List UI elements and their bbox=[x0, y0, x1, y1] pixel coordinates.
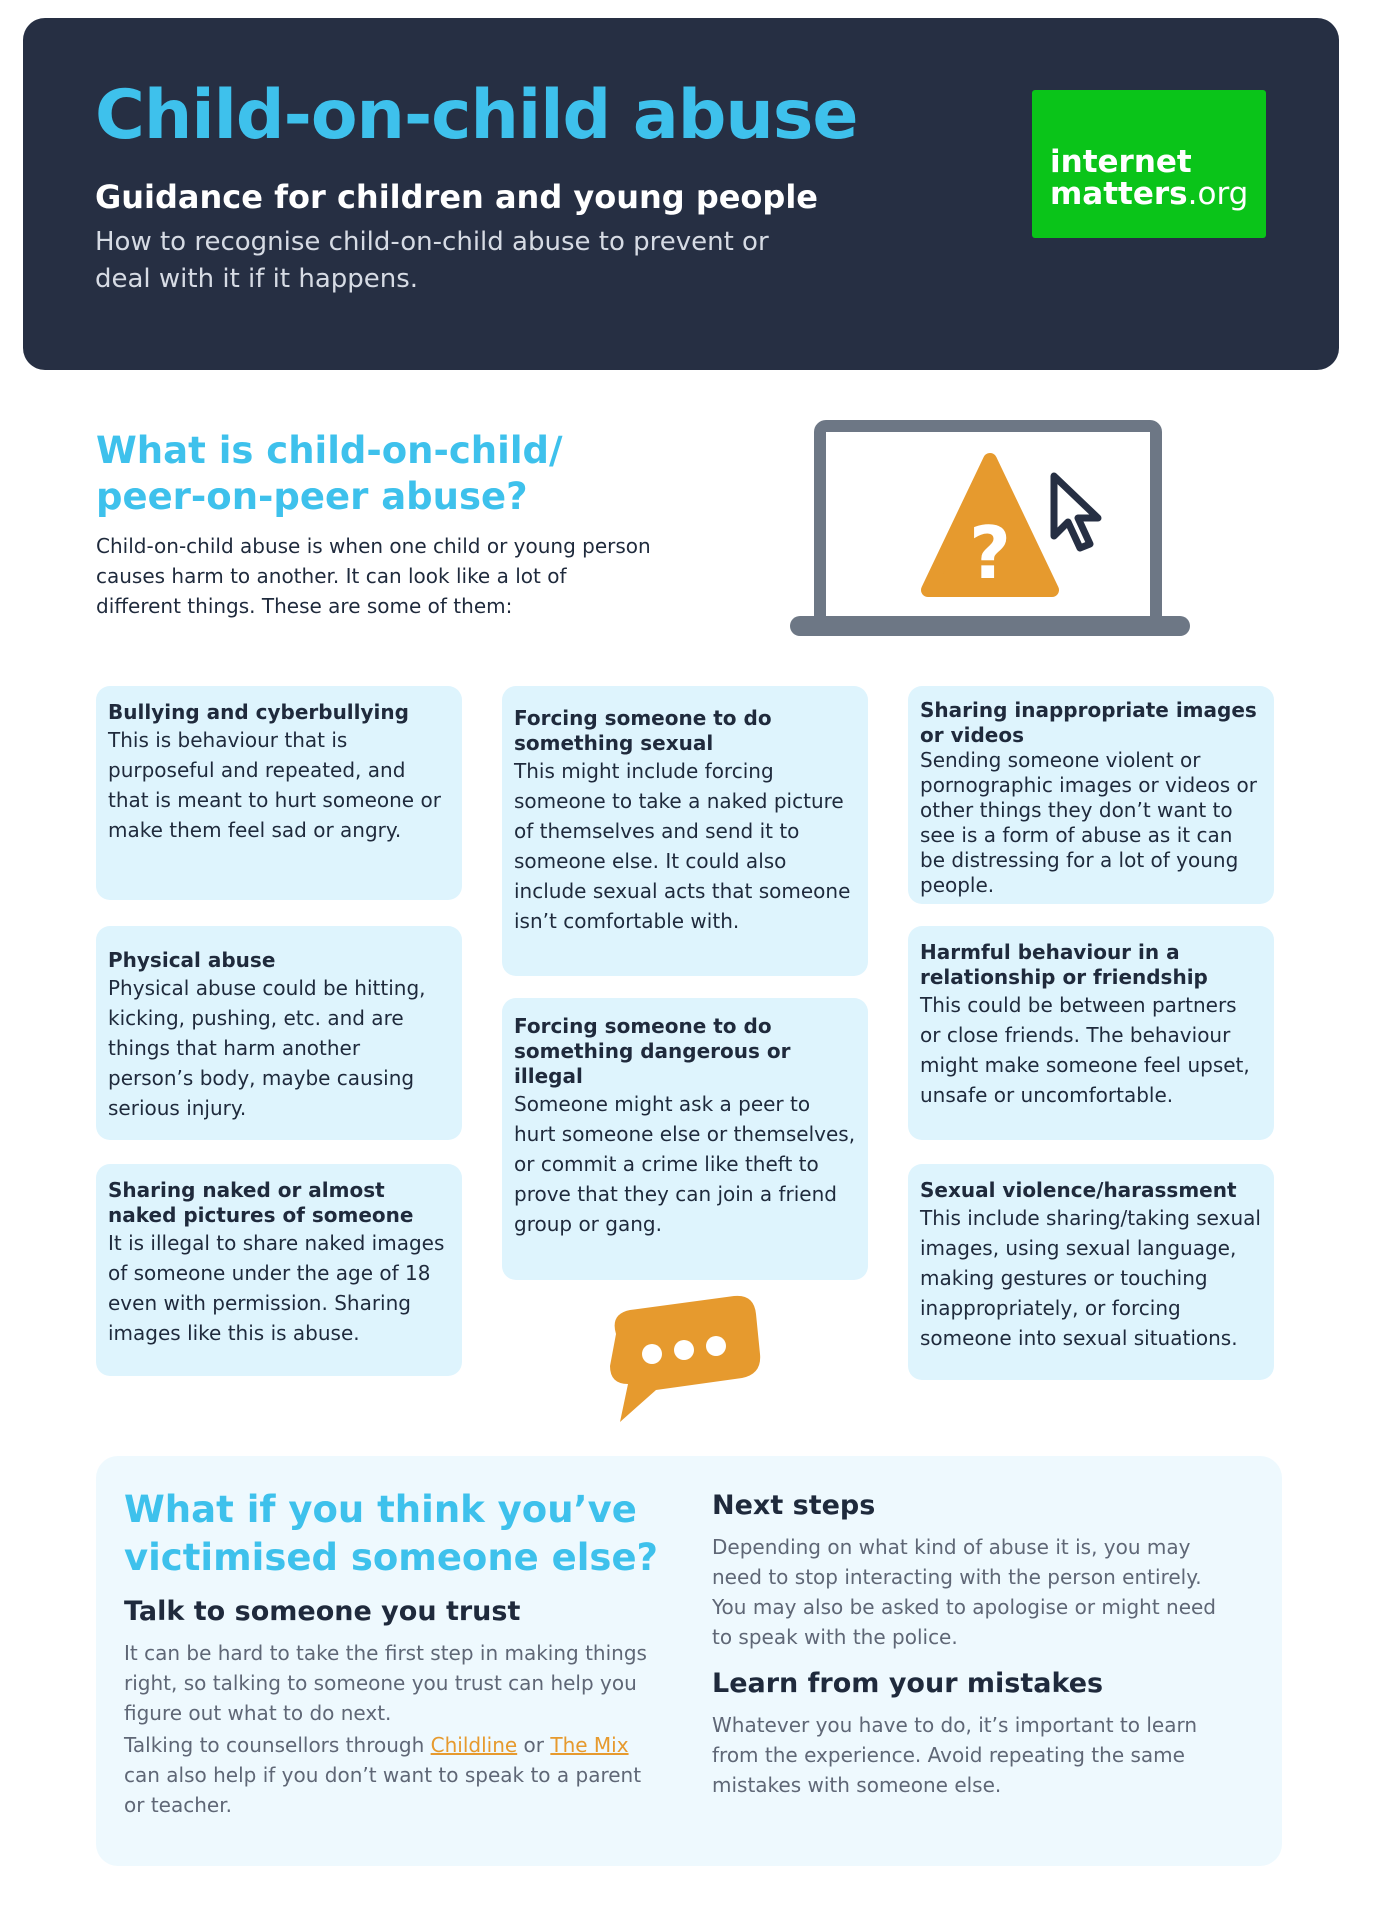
card-forcing-sexual bbox=[502, 686, 868, 976]
speech-bubble-icon bbox=[596, 1294, 766, 1430]
header-description: How to recognise child-on-child abuse to prevent or deal with it if it happens. bbox=[95, 227, 769, 294]
card-sexual-violence bbox=[908, 1164, 1274, 1380]
talk-text-suffix: can also help if you don’t want to speak to a parent or teacher. bbox=[124, 1763, 642, 1817]
learn-text: Whatever you have to do, it’s important to learn from the experience. Avoid repeating the same mistakes with someone else. bbox=[712, 1713, 1197, 1797]
bubble-dot bbox=[706, 1336, 726, 1356]
card-harmful-relationship bbox=[908, 926, 1274, 1140]
card-body: Sending someone violent or pornographic images or videos or other things they don’t want to see is a form of abuse as it can be distressing for a lot of young people. bbox=[920, 748, 1257, 897]
the-mix-link[interactable]: The Mix bbox=[550, 1733, 629, 1757]
card-physical-abuse bbox=[96, 926, 462, 1140]
question-mark-glyph: ? bbox=[969, 511, 1011, 595]
talk-text: It can be hard to take the first step in making things right, so talking to someone you trust can help you figure out what to do next. bbox=[124, 1641, 647, 1725]
logo-word: matters bbox=[1050, 176, 1188, 212]
victimised-heading: What if you think you’ve victimised someone else? bbox=[124, 1488, 659, 1579]
laptop-warning-icon bbox=[790, 420, 1190, 644]
childline-link[interactable]: Childline bbox=[430, 1733, 518, 1757]
card-body: Physical abuse could be hitting, kicking, pushing, etc. and are things that harm another person’s body, maybe causing serious injury. bbox=[108, 976, 426, 1120]
card-body: This might include forcing someone to take a naked picture of themselves and send it to someone else. It could also include sexual acts that someone isn’t comfortable with. bbox=[514, 759, 851, 933]
card-sharing-naked-pictures bbox=[96, 1164, 462, 1376]
laptop-base bbox=[790, 616, 1190, 636]
page-title: Child-on-child abuse bbox=[95, 76, 858, 155]
bubble-dot bbox=[642, 1344, 662, 1364]
page-subtitle: Guidance for children and young people bbox=[95, 178, 818, 216]
card-title: Sharing naked or almost naked pictures of someone bbox=[108, 1178, 414, 1227]
card-bullying bbox=[96, 686, 462, 900]
talk-counsellors-text bbox=[124, 1730, 664, 1820]
internet-matters-logo[interactable] bbox=[1032, 90, 1266, 238]
card-title: Sexual violence/harassment bbox=[920, 1178, 1237, 1202]
card-title: Sharing inappropriate images or videos bbox=[920, 698, 1257, 747]
card-title: Harmful behaviour in a relationship or friendship bbox=[920, 940, 1208, 989]
next-steps-title: Next steps bbox=[712, 1490, 876, 1521]
intro-heading: What is child-on-child/ peer-on-peer abuse? bbox=[96, 429, 563, 518]
header-banner bbox=[23, 18, 1339, 370]
logo-line-2 bbox=[1050, 176, 1248, 212]
card-title: Bullying and cyberbullying bbox=[108, 700, 409, 724]
card-title: Physical abuse bbox=[108, 948, 276, 972]
bubble-dot bbox=[674, 1340, 694, 1360]
card-body: This is behaviour that is purposeful and repeated, and that is meant to hurt someone or make them feel sad or angry. bbox=[108, 728, 441, 842]
card-body: It is illegal to share naked images of someone under the age of 18 even with permission. Sharing images like this is abuse. bbox=[108, 1231, 445, 1345]
card-body: This could be between partners or close friends. The behaviour might make someone feel upset, unsafe or uncomfortable. bbox=[920, 993, 1250, 1107]
intro-text: Child-on-child abuse is when one child or young person causes harm to another. It can look like a lot of different things. These are some of them: bbox=[96, 534, 651, 618]
card-title: Forcing someone to do something dangerous or illegal bbox=[514, 1014, 791, 1088]
logo-suffix: .org bbox=[1187, 176, 1249, 212]
card-body: This include sharing/taking sexual images, using sexual language, making gestures or touching inappropriately, or forcing someone into sexual situations. bbox=[920, 1206, 1261, 1350]
logo-line-1: internet bbox=[1050, 144, 1192, 180]
card-sharing-inappropriate bbox=[908, 686, 1274, 904]
card-forcing-dangerous bbox=[502, 998, 868, 1280]
next-steps-text: Depending on what kind of abuse it is, you may need to stop interacting with the person entirely. You may also be asked to apologise or might need to speak with the police. bbox=[712, 1535, 1217, 1649]
card-body: Someone might ask a peer to hurt someone else or themselves, or commit a crime like theft to prove that they can join a friend group or gang. bbox=[514, 1092, 856, 1236]
victimised-panel bbox=[96, 1456, 1282, 1866]
talk-title: Talk to someone you trust bbox=[124, 1596, 521, 1627]
talk-text-or: or bbox=[517, 1733, 551, 1757]
talk-text-prefix: Talking to counsellors through bbox=[124, 1733, 431, 1757]
card-title: Forcing someone to do something sexual bbox=[514, 706, 772, 755]
learn-title: Learn from your mistakes bbox=[712, 1668, 1104, 1699]
